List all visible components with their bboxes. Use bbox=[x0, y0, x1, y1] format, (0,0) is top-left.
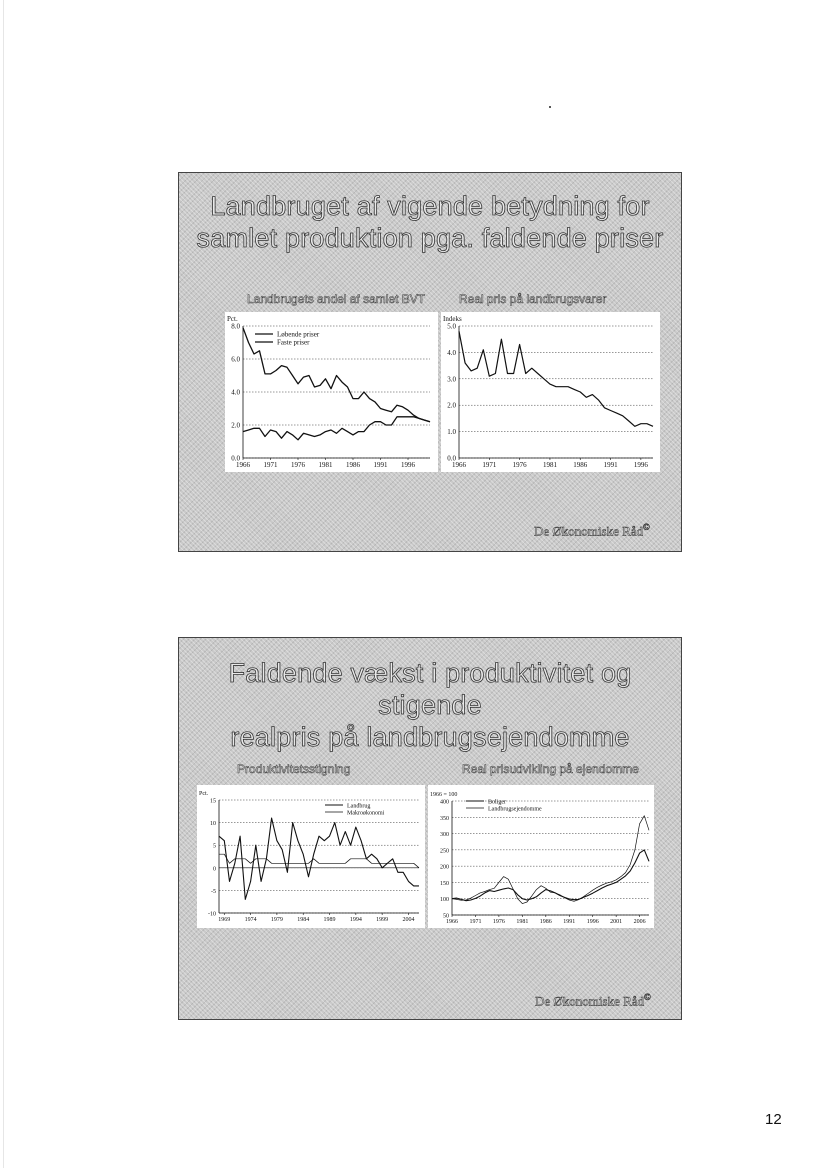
legend-label: Landbrugsejendomme bbox=[488, 806, 542, 813]
series-line-1 bbox=[219, 818, 419, 899]
chart-3-caption: Produktivitetsstigning bbox=[237, 762, 351, 776]
y-tick-label: -5 bbox=[211, 888, 216, 895]
y-tick-label: 400 bbox=[440, 799, 449, 806]
x-tick-label: 1986 bbox=[573, 461, 588, 469]
y-tick-label: 10 bbox=[210, 821, 216, 828]
slide-2-title-line-2: realpris på landbrugsejendomme bbox=[230, 722, 630, 752]
y-tick-label: 0.0 bbox=[231, 454, 240, 463]
chart-1-caption: Landbrugets andel af samlet BVT bbox=[247, 292, 426, 306]
y-tick-label: 6.0 bbox=[231, 355, 240, 364]
y-tick-label: 50 bbox=[443, 913, 449, 920]
x-tick-label: 1996 bbox=[633, 461, 648, 469]
slide-1-title-line-1: Landbruget af vigende betydning for bbox=[210, 191, 650, 221]
chart-4-panel bbox=[428, 785, 654, 928]
x-tick-label: 1996 bbox=[401, 461, 415, 469]
chart-4-caption: Real prisudvikling på ejendomme bbox=[462, 762, 639, 776]
slide-2-footer-logo bbox=[535, 992, 651, 1009]
y-axis-label: 1966 = 100 bbox=[430, 792, 458, 798]
y-tick-label: 4.0 bbox=[447, 348, 456, 357]
footer-logo-mark: © bbox=[643, 522, 650, 532]
legend-label: Boliger bbox=[488, 799, 506, 806]
slide-1-title bbox=[179, 190, 681, 254]
scan-speck bbox=[549, 106, 551, 108]
y-tick-label: 4.0 bbox=[231, 388, 240, 397]
y-tick-label: 2.0 bbox=[231, 421, 240, 430]
y-tick-label: 3.0 bbox=[447, 375, 456, 384]
footer-logo-mark: © bbox=[644, 992, 651, 1002]
x-tick-label: 1966 bbox=[452, 461, 466, 469]
x-tick-label: 1971 bbox=[469, 919, 482, 925]
y-tick-label: 8.0 bbox=[231, 322, 240, 331]
x-tick-label: 1974 bbox=[244, 917, 257, 923]
slide-1 bbox=[178, 172, 682, 552]
x-tick-label: 1969 bbox=[218, 917, 231, 923]
x-tick-label: 1989 bbox=[323, 917, 336, 923]
footer-logo-text: De Økonomiske Råd bbox=[535, 993, 645, 1009]
y-tick-label: 2.0 bbox=[447, 401, 456, 410]
y-tick-label: 250 bbox=[440, 848, 449, 855]
series-line-2 bbox=[219, 854, 419, 868]
x-tick-label: 1966 bbox=[446, 919, 458, 925]
x-tick-label: 1996 bbox=[586, 919, 599, 925]
slide-2-title-line-1: Faldende vækst i produktivitet og stigende bbox=[228, 658, 632, 720]
chart-2-svg bbox=[441, 312, 660, 472]
page-number: 12 bbox=[765, 1111, 782, 1128]
x-tick-label: 1981 bbox=[542, 461, 557, 469]
series-line-1 bbox=[452, 850, 649, 901]
x-tick-label: 1976 bbox=[512, 461, 527, 469]
x-tick-label: 1986 bbox=[346, 461, 360, 469]
y-tick-label: 150 bbox=[440, 880, 449, 887]
x-tick-label: 2001 bbox=[610, 919, 623, 925]
x-tick-label: 1971 bbox=[482, 461, 497, 469]
x-tick-label: 1966 bbox=[236, 461, 250, 469]
x-tick-label: 1971 bbox=[263, 461, 278, 469]
chart-1-panel bbox=[225, 312, 438, 472]
legend-label: Løbende priser bbox=[277, 330, 320, 339]
x-tick-label: 1981 bbox=[318, 461, 333, 469]
legend-label: Makroøkonomi bbox=[347, 810, 385, 817]
chart-3-panel bbox=[197, 785, 425, 928]
slide-2-title bbox=[179, 657, 681, 753]
y-tick-label: 5 bbox=[213, 843, 216, 850]
legend-label: Faste priser bbox=[277, 338, 310, 347]
x-tick-label: 1991 bbox=[373, 461, 388, 469]
y-tick-label: 300 bbox=[440, 832, 449, 839]
y-tick-label: 5.0 bbox=[447, 322, 456, 331]
series-line-2 bbox=[243, 417, 430, 440]
chart-1-svg bbox=[225, 312, 438, 472]
x-tick-label: 1986 bbox=[539, 919, 552, 925]
x-tick-label: 1976 bbox=[492, 919, 505, 925]
footer-logo-text: De Økonomiske Råd bbox=[534, 523, 644, 539]
page-scan-edge bbox=[3, 0, 4, 1168]
y-tick-label: -10 bbox=[208, 911, 216, 918]
chart-2-caption: Real pris på landbrugsvarer bbox=[459, 292, 607, 306]
chart-3-svg bbox=[197, 785, 425, 928]
y-axis-label: Pct. bbox=[199, 791, 209, 797]
y-tick-label: 1.0 bbox=[447, 428, 456, 437]
y-tick-label: 0.0 bbox=[447, 454, 456, 463]
x-tick-label: 1976 bbox=[291, 461, 305, 469]
slide-1-footer-logo bbox=[534, 522, 650, 539]
x-tick-label: 1991 bbox=[563, 919, 576, 925]
x-tick-label: 1984 bbox=[297, 917, 310, 923]
slide-2 bbox=[178, 637, 682, 1020]
x-tick-label: 2004 bbox=[402, 917, 415, 923]
x-tick-label: 1981 bbox=[516, 919, 529, 925]
y-tick-label: 100 bbox=[440, 897, 449, 904]
y-tick-label: 350 bbox=[440, 815, 449, 822]
x-tick-label: 1994 bbox=[349, 917, 362, 923]
y-axis-label: Pct. bbox=[227, 315, 238, 323]
x-tick-label: 1979 bbox=[270, 917, 283, 923]
y-tick-label: 15 bbox=[210, 798, 216, 805]
legend-label: Landbrug bbox=[347, 803, 371, 810]
y-axis-label: Indeks bbox=[443, 315, 462, 323]
y-tick-label: 200 bbox=[440, 864, 449, 871]
x-tick-label: 1991 bbox=[603, 461, 618, 469]
chart-4-svg bbox=[428, 785, 654, 928]
chart-2-panel bbox=[441, 312, 660, 472]
slide-1-title-line-2: samlet produktion pga. faldende priser bbox=[196, 223, 664, 253]
x-tick-label: 2006 bbox=[633, 919, 646, 925]
y-tick-label: 0 bbox=[213, 866, 216, 873]
x-tick-label: 1999 bbox=[376, 917, 389, 923]
